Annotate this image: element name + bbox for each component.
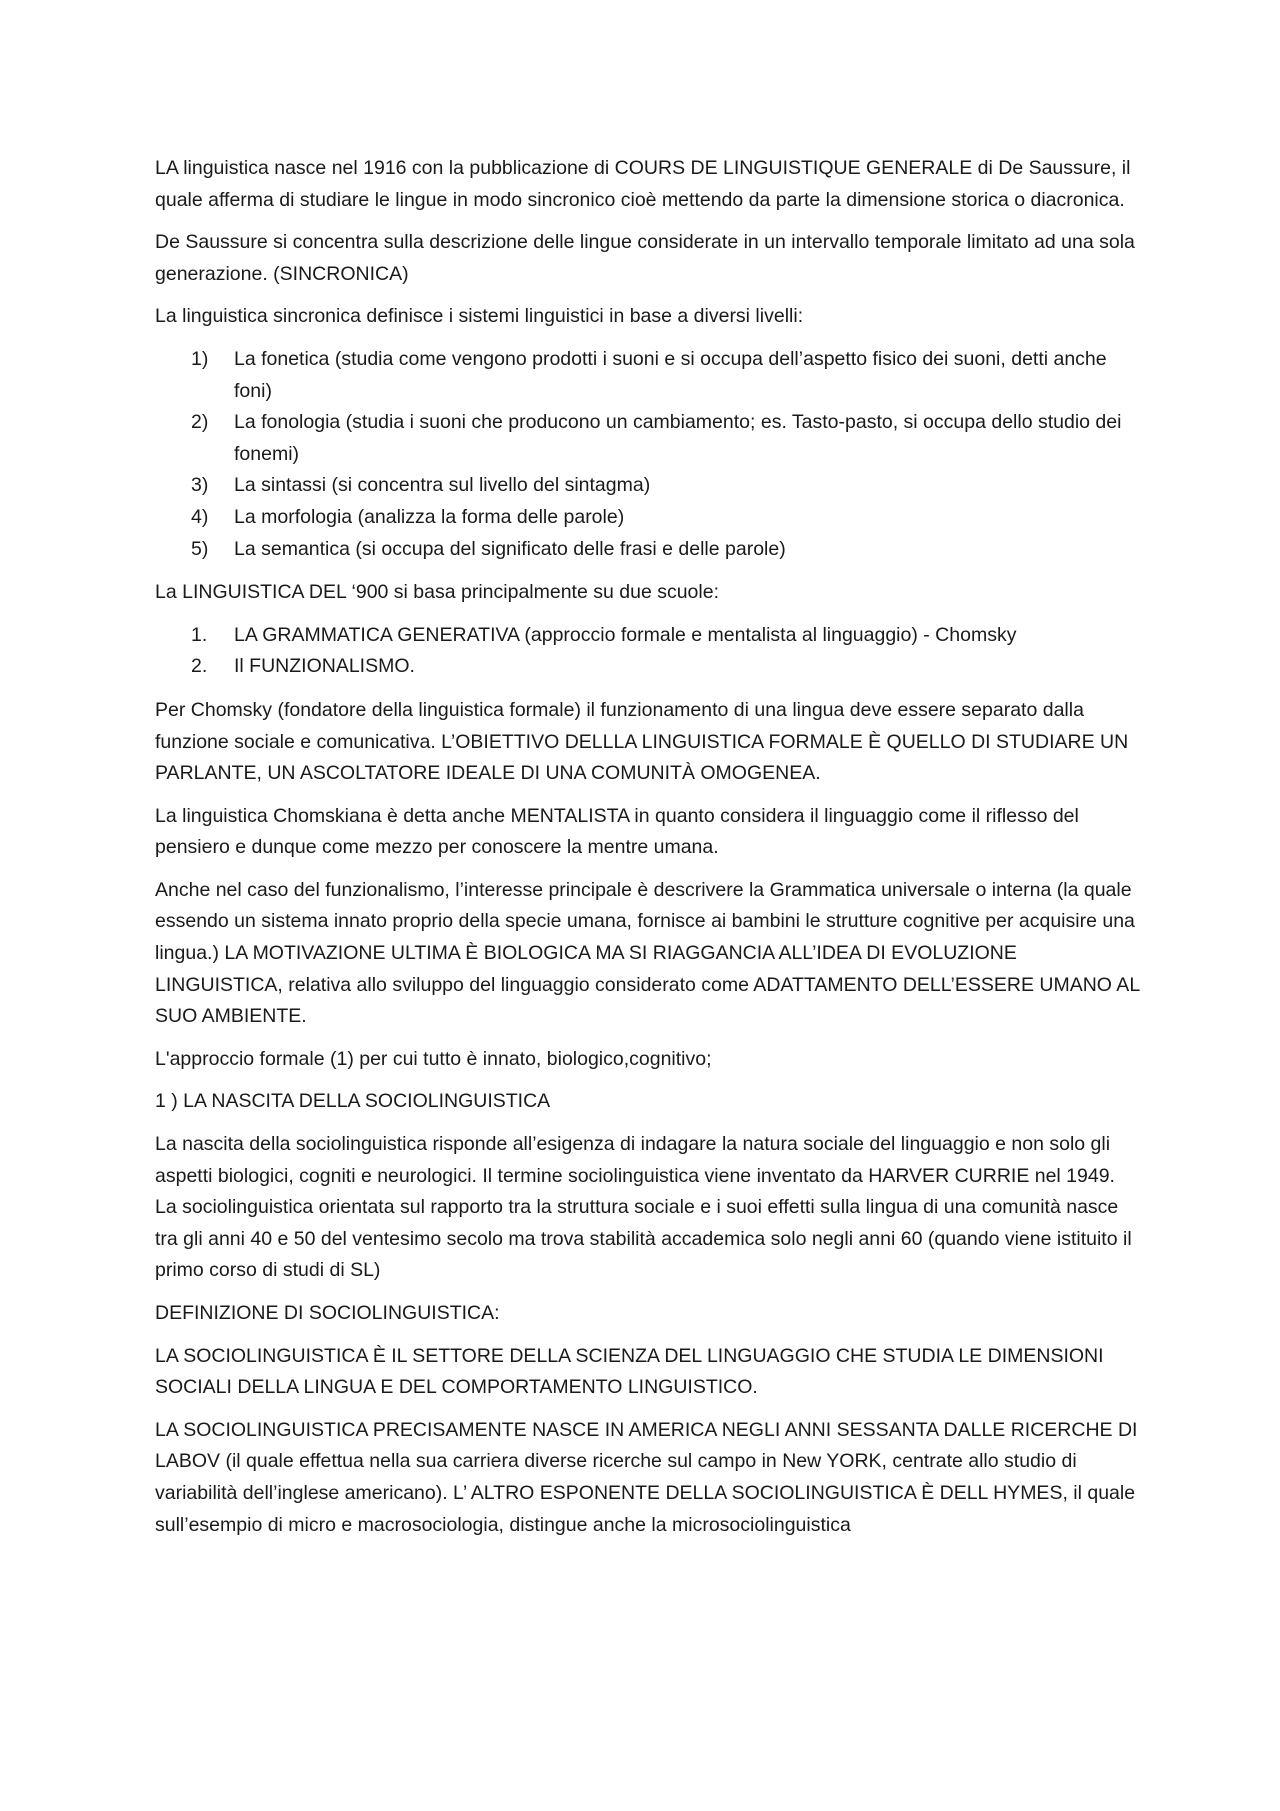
list-item-text: La morfologia (analizza la forma delle parole) [234,505,625,528]
list-item-text: La fonetica (studia come vengono prodotti i suoni e si occupa dell’aspetto fisico dei suoni, detti anche foni) [234,347,1107,402]
levels-list [155,344,1140,565]
list-item [155,651,1140,683]
paragraph-mentalista: La linguistica Chomskiana è detta anche MENTALISTA in quanto considera il linguaggio come il riflesso del pensiero e dunque come mezzo per conoscere la mentre umana. [155,804,1079,859]
definition-heading: DEFINIZIONE DI SOCIOLINGUISTICA: [155,1302,500,1324]
paragraph-labov: LA SOCIOLINGUISTICA PRECISAMENTE NASCE IN AMERICA NEGLI ANNI SESSANTA DALLE RICERCHE DI LABOV (il quale effettua nella sua carriera diverse ricerche sul campo in New YORK, centrate allo studio di variabilità dell’inglese americano). L’ ALTRO ESPONENTE DELLA SOCIOLINGUISTICA È DELL HYMES, il quale sull’esempio di micro e macrosociologia, distingue anche la microsociolinguistica [155,1418,1138,1536]
list-marker: 2) [191,411,209,434]
paragraph-chomsky: Per Chomsky (fondatore della linguistica formale) il funzionamento di una lingua deve essere separato dalla funzione sociale e comunicativa. L’OBIETTIVO DELLLA LINGUISTICA FORMALE È QUELLO DI STUDIARE UN PARLANTE, UN ASCOLTATORE IDEALE DI UNA COMUNITÀ OMOGENEA. [155,698,1129,785]
list-marker: 1. [191,623,208,646]
list-item [155,407,1140,470]
section-heading-sociolinguistica: 1 ) LA NASCITA DELLA SOCIOLINGUISTICA [155,1090,551,1113]
paragraph-intro-saussure: LA linguistica nasce nel 1916 con la pubblicazione di COURS DE LINGUISTIQUE GENERALE di De Saussure, il quale afferma di studiare le lingue in modo sincronico cioè mettendo da parte la dimensione storica o diacronica. [155,157,1131,211]
list-item-text: Il FUNZIONALISMO. [234,655,415,678]
schools-list [155,620,1140,683]
list-item [155,470,1140,502]
paragraph-schools-intro: La LINGUISTICA DEL ‘900 si basa principalmente su due scuole: [155,581,719,604]
list-item-text: La fonologia (studia i suoni che producono un cambiamento; es. Tasto-pasto, si occupa dello studio dei fonemi) [234,411,1122,465]
paragraph-funzionalismo: Anche nel caso del funzionalismo, l’interesse principale è descrivere la Grammatica universale o interna (la quale essendo un sistema innato proprio della specie umana, fornisce ai bambini le strutture cognitive per acquisire una lingua.) LA MOTIVAZIONE ULTIMA È BIOLOGICA MA SI RIAGGANCIA ALL’IDEA DI EVOLUZIONE LINGUISTICA, relativa allo sviluppo del linguaggio considerato come ADATTAMENTO DELL’ESSERE UMANO AL SUO AMBIENTE. [155,878,1140,1028]
list-marker: 2. [191,655,208,678]
paragraph-levels-intro: La linguistica sincronica definisce i sistemi linguistici in base a diversi livelli: [155,305,804,328]
paragraph-definition: LA SOCIOLINGUISTICA È IL SETTORE DELLA SCIENZA DEL LINGUAGGIO CHE STUDIA LE DIMENSIONI SOCIALI DELLA LINGUA E DEL COMPORTAMENTO LINGUISTICO. [155,1344,1104,1399]
list-item-text: La semantica (si occupa del significato delle frasi e delle parole) [234,537,786,560]
document-page [155,153,1140,1552]
list-marker: 4) [191,505,209,528]
list-item [155,502,1140,534]
paragraph-nascita-sociolinguistica: La nascita della sociolinguistica risponde all’esigenza di indagare la natura sociale del linguaggio e non solo gli aspetti biologici, cogniti e neurologici. Il termine sociolinguistica viene inventato da HARVER CURRIE nel 1949. La sociolinguistica orientata sul rapporto tra la struttura sociale e i suoi effetti sulla lingua di una comunità nasce tra gli anni 40 e 50 del ventesimo secolo ma trova stabilità accademica solo negli anni 60 (quando viene istituito il primo corso di studi di SL) [155,1133,1132,1282]
paragraph-synchronic: De Saussure si concentra sulla descrizione delle lingue considerate in un intervallo temporale limitato ad una sola generazione. (SINCRONICA) [155,231,1135,285]
list-item [155,620,1140,652]
list-item-text: LA GRAMMATICA GENERATIVA (approccio formale e mentalista al linguaggio) - Chomsky [234,623,1017,646]
paragraph-approccio-formale: L'approccio formale (1) per cui tutto è innato, biologico,cognitivo; [155,1047,712,1070]
list-item-text: La sintassi (si concentra sul livello del sintagma) [234,474,651,497]
list-marker: 3) [191,474,209,497]
list-item [155,534,1140,566]
list-item [155,344,1140,407]
list-marker: 5) [191,537,209,560]
list-marker: 1) [191,347,209,370]
